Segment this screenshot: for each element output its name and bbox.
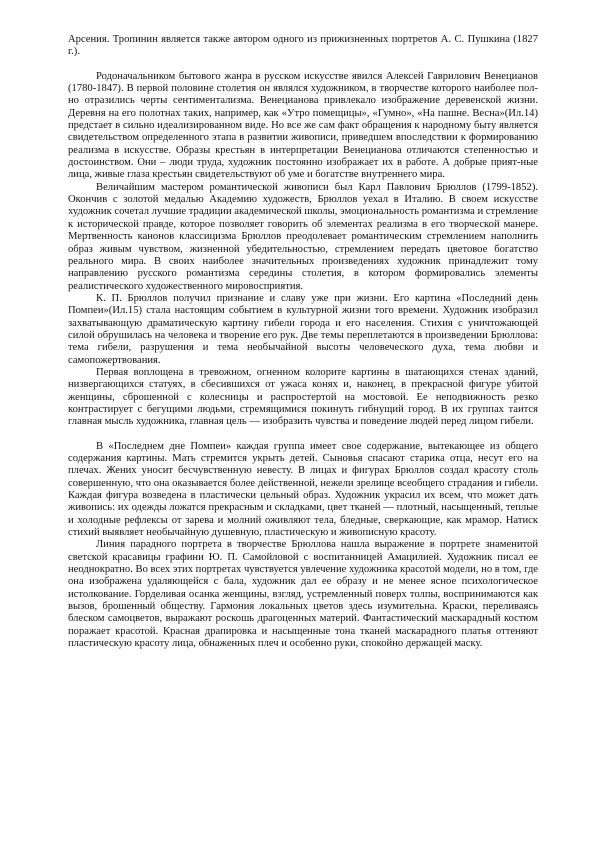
paragraph-samoylova-portrait: Линия парадного портрета в творчестве Брюллова нашла выражение в портрете знаменитой светской красавицы графини Ю. П. Самойловой с воспитанницей Амацилией. Художник писал ее неоднократно. Во всех этих портретах чувствуется увлечение художника красотой модели, но в том, где она изображена удаляющейся с бала, художник дал ее образу и не менее ясное психологическое истолкование. Горделивая осанка женщины, взгляд, устремленный поверх толпы, воспринимаются как вызов, брошенный обществу. Гармония локальных цветов здесь изумительна. Краски, переливаясь блеском самоцветов, выражают роскошь драгоценных материй. Фантастический маскарадный костюм поражает красотой. Красная драпировка и насыщенные тона тканей маскарадного платья оттеняют пластическую красоту лица, обнаженных плеч и особенно руки, спокойно держащей маску. <box>68 539 538 650</box>
paragraph-bryullov-intro: Величайшим мастером романтической живописи был Карл Павлович Брюллов (1799-1852). Окончив с золотой медалью Академию художеств, Брюллов уехал в Италию. В своем искусстве художник сочетал лучшие традиции академической школы, эмоциональность романтизма и стремление к исторической правде, которое позволяет говорить об элементах реализма в его творческой манере. Мертвенность канонов классицизма Брюллов преодолевает романтическим стремлением наполнить образ живым чувством, жизненной убедительностью, стремлением передать цветовое богатство реального мира. В своих наиболее значительных произведениях художник принадлежит тому направлению русского романтизма середины столетия, в котором формировались элементы реалистического художественного мировосприятия. <box>68 181 538 292</box>
paragraph-tropinin-end: Арсения. Тропинин является также автором одного из прижизненных портретов А. С. Пушкина (1827 г.). <box>68 34 538 58</box>
paragraph-pompeii-groups: В «Последнем дне Помпеи» каждая группа имеет свое содержание, вытекающее из общего содержания картины. Мать стремится укрыть детей. Сыновья спасают старика отца, несут его на плечах. Жених уносит бесчувственную невесту. В лицах и фигурах Брюллов создал красоту столь совершенную, что она оказывается более действенной, нежели зрелище всеобщего страдания и гибели. Каждая фигура возведена в пластически цельный образ. Художник украсил их всем, что может дать живопись: их одежды ложатся прекрасным и складками, цвет тканей — плотный, насыщенный, теплые и холодные рефлексы от зарева и молний оживляют тела, бледные, сверкающие, как мрамор. Натиск стихий выявляет необычайную душевную, пластическую и живописную красоту. <box>68 440 538 539</box>
paragraph-pompeii-first-theme: Первая воплощена в тревожном, огненном колорите картины в шатающихся стенах зданий, низвергающихся статуях, в сбесившихся от ужаса конях и, наконец, в прекрасной фигуре убитой женщины, сброшенной с колесницы и распростертой на мостовой. Ее неподвижность резко контрастирует с бегущими людьми, стремящимися покинуть гибнущий город. В их группах таится главная мысль художника, главная цель — изобразить чувства и поведение людей перед лицом гибели. <box>68 366 538 428</box>
paragraph-pompeii: К. П. Брюллов получил признание и славу уже при жизни. Его картина «Последний день Помпеи»(Ил.15) стала настоящим событием в культурной жизни того времени. Художник изобразил захватывающую драматическую картину гибели города и его населения. Стихия с уничтожающей силой обрушилась на человека и творение его рук. Две темы переплетаются в произведении Брюллова: тема гибели, разрушения и тема необычайной высоты человеческого духа, тема любви и самопожертвования. <box>68 292 538 366</box>
document-page <box>68 34 538 651</box>
paragraph-venetsianov: Родоначальником бытового жанра в русском искусстве явился Алексей Гаврилович Венецианов (1780-1847). В первой половине столетия он являлся художником, в творчестве которого наиболее пол-но отразились черты сентиментализма. Венецианова привлекало изображение деревенской жизни. Деревня на его полотнах таких, например, как «Утро помещицы», «Гумно», «На пашне. Весна»(Ил.14) предстает в сильно идеализированном виде. Но все же сам факт обращения к народному быту является свидетельством определенного этапа в развитии живописи, приведшем впоследствии к формированию реализма в искусстве. Образы крестьян в интерпретации Венецианова отличаются степенностью и достоинством. Они – люди труда, художник постоянно изображает их в работе. А добрые прият-ные лица, живые глаза крестьян свидетельствуют об уме и богатстве внутреннего мира. <box>68 70 538 181</box>
